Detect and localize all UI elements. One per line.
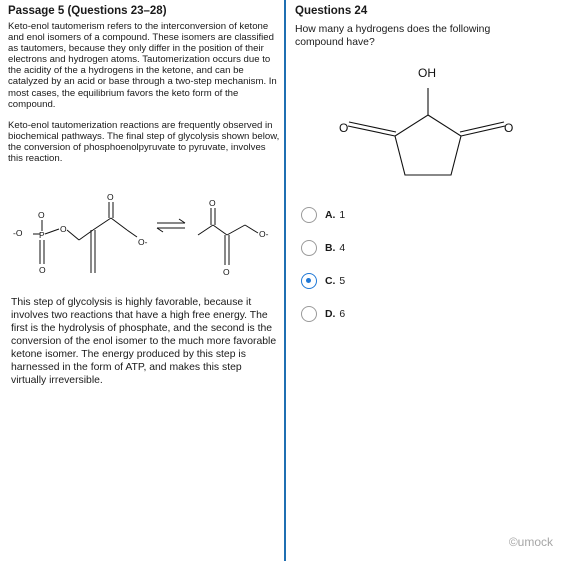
label-o-left: -O xyxy=(13,228,23,238)
label-o-carbonyl-product: O xyxy=(209,198,216,208)
label-o-carbonyl: O xyxy=(107,192,114,202)
passage-title: Passage 5 (Questions 23–28) xyxy=(8,5,167,17)
option-a-value: 1 xyxy=(339,209,346,221)
option-b[interactable] xyxy=(301,237,345,259)
option-b-value: 4 xyxy=(339,242,346,254)
label-o-bottom: O xyxy=(39,265,46,275)
question-pane xyxy=(286,0,565,561)
option-c[interactable] xyxy=(301,270,345,292)
radio-button-a[interactable] xyxy=(301,207,317,223)
passage-body xyxy=(8,21,282,164)
label-o-right-molecule: O xyxy=(504,121,514,135)
radio-button-b[interactable] xyxy=(301,240,317,256)
radio-button-c-selected[interactable] xyxy=(301,273,317,289)
option-d-value: 6 xyxy=(339,308,346,320)
passage-paragraph-1: Keto-enol tautomerism refers to the interconversion of ketone and enol isomers of a compound. These isomers are classified as tautomers, because they only differ in the position of their electrons and hydrogen atoms. Tautomerization occurs due to the acidity of the a hydrogens in the ketone, and can be catalyzed by an acid or base through a two-step mechanism. In most cases, the equilibrium favors the keto form of the compound. xyxy=(8,21,277,110)
question-molecule xyxy=(330,58,520,198)
label-o-carboxylate: O- xyxy=(138,237,148,247)
glycolysis-reaction-figure xyxy=(5,190,277,278)
label-o-bridge: O xyxy=(60,224,67,234)
watermark: ©umock xyxy=(508,535,553,549)
option-a[interactable] xyxy=(301,204,345,226)
question-text: How many a hydrogens does the following compound have? xyxy=(295,24,491,48)
answer-options xyxy=(301,204,345,336)
passage-paragraph-3: This step of glycolysis is highly favorable, because it involves two reactions that have a high free energy. The first is the hydrolysis of phosphate, and the second is the conversion of the enol isomer to the much more favorable ketone isomer. The energy produced by this step is harnessed in the form of ATP, and makes this step virtually irreversible. xyxy=(11,297,277,386)
label-o-carboxylate-product: O- xyxy=(259,229,269,239)
option-b-letter: B. xyxy=(325,242,336,254)
option-a-letter: A. xyxy=(325,209,336,221)
passage-paragraph-2: Keto-enol tautomerization reactions are frequently observed in biochemical pathways. The final step of glycolysis shown below, the conversion of phosphoenolpyruvate to pyruvate, involves this reaction. xyxy=(8,119,280,165)
label-o-top: O xyxy=(38,210,45,220)
label-o-ketone-product: O xyxy=(223,267,230,277)
reaction-scheme-svg xyxy=(5,190,277,278)
option-c-value: 5 xyxy=(339,275,346,287)
label-oh: OH xyxy=(418,66,436,80)
label-p: P xyxy=(39,230,45,240)
label-o-left-molecule: O xyxy=(339,121,349,135)
cyclopentanedione-structure-svg xyxy=(330,58,520,193)
option-d-letter: D. xyxy=(325,308,336,320)
option-d[interactable] xyxy=(301,303,345,325)
option-c-letter: C. xyxy=(325,275,336,287)
radio-button-d[interactable] xyxy=(301,306,317,322)
question-title: Questions 24 xyxy=(295,5,368,17)
